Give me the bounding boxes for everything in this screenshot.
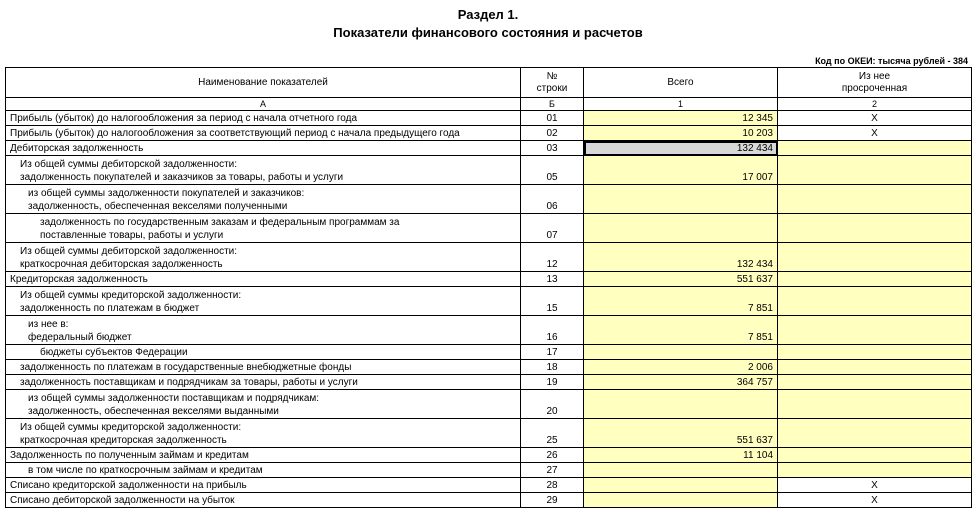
col-header-overdue: Из нее просроченная	[778, 68, 972, 98]
overdue-cell[interactable]	[778, 419, 972, 448]
indicator-name: Прибыль (убыток) до налогообложения за период с начала отчетного года	[6, 111, 521, 126]
indicator-name: в том числе по краткосрочным займам и кредитам	[6, 463, 521, 478]
table-row	[6, 156, 972, 185]
row-code: 05	[521, 156, 584, 185]
overdue-cell[interactable]	[778, 156, 972, 185]
indicator-name: Из общей суммы дебиторской задолженности: задолженность покупателей и заказчиков за товары, работы и услуги	[6, 156, 521, 185]
col-header-row-no: № строки	[521, 68, 584, 98]
table-row	[6, 185, 972, 214]
indicator-name: Задолженность по полученным займам и кредитам	[6, 448, 521, 463]
overdue-cell[interactable]	[778, 360, 972, 375]
indicator-name: Прибыль (убыток) до налогообложения за соответствующий период с начала предыдущего года	[6, 126, 521, 141]
overdue-cell[interactable]	[778, 214, 972, 243]
table-row	[6, 345, 972, 360]
overdue-cell[interactable]	[778, 463, 972, 478]
row-code: 16	[521, 316, 584, 345]
row-code: 17	[521, 345, 584, 360]
overdue-cell: Х	[778, 111, 972, 126]
total-cell[interactable]: 551 637	[584, 272, 778, 287]
indicator-name: Списано кредиторской задолженности на прибыль	[6, 478, 521, 493]
indicator-name: из общей суммы задолженности покупателей и заказчиков: задолженность, обеспеченная векселями полученными	[6, 185, 521, 214]
table-row	[6, 463, 972, 478]
row-code: 01	[521, 111, 584, 126]
total-cell[interactable]	[584, 390, 778, 419]
table-row	[6, 478, 972, 493]
col-letter-a: А	[6, 98, 521, 111]
row-code: 29	[521, 493, 584, 508]
indicator-name: Из общей суммы кредиторской задолженности: краткосрочная кредиторская задолженность	[6, 419, 521, 448]
row-code: 28	[521, 478, 584, 493]
row-code: 03	[521, 141, 584, 156]
table-row	[6, 243, 972, 272]
overdue-cell[interactable]	[778, 448, 972, 463]
indicator-name: Дебиторская задолженность	[6, 141, 521, 156]
col-number-1: 1	[584, 98, 778, 111]
overdue-cell: Х	[778, 126, 972, 141]
total-cell[interactable]: 7 851	[584, 316, 778, 345]
row-code: 12	[521, 243, 584, 272]
total-cell[interactable]: 2 006	[584, 360, 778, 375]
overdue-cell[interactable]	[778, 185, 972, 214]
overdue-cell[interactable]	[778, 141, 972, 156]
total-cell[interactable]	[584, 463, 778, 478]
overdue-cell[interactable]	[778, 243, 972, 272]
indicator-name: Кредиторская задолженность	[6, 272, 521, 287]
total-cell[interactable]: 551 637	[584, 419, 778, 448]
table-row	[6, 272, 972, 287]
total-cell[interactable]: 132 434	[584, 243, 778, 272]
total-cell[interactable]: 364 757	[584, 375, 778, 390]
table-row	[6, 390, 972, 419]
overdue-cell[interactable]	[778, 390, 972, 419]
indicator-name: из нее в: федеральный бюджет	[6, 316, 521, 345]
row-code: 27	[521, 463, 584, 478]
column-letters-row	[6, 98, 972, 111]
indicator-name: Списано дебиторской задолженности на убыток	[6, 493, 521, 508]
overdue-cell[interactable]	[778, 316, 972, 345]
overdue-cell: Х	[778, 478, 972, 493]
total-cell[interactable]	[584, 214, 778, 243]
col-number-2: 2	[778, 98, 972, 111]
table-row	[6, 316, 972, 345]
col-letter-b: Б	[521, 98, 584, 111]
row-code: 13	[521, 272, 584, 287]
indicator-name: Из общей суммы кредиторской задолженности: задолженность по платежам в бюджет	[6, 287, 521, 316]
page-title: Показатели финансового состояния и расчетов	[333, 25, 643, 40]
indicator-name: из общей суммы задолженности поставщикам и подрядчикам: задолженность, обеспеченная векселями выданными	[6, 390, 521, 419]
indicator-name: Из общей суммы дебиторской задолженности: краткосрочная дебиторская задолженность	[6, 243, 521, 272]
overdue-cell[interactable]	[778, 345, 972, 360]
total-cell[interactable]	[584, 185, 778, 214]
table-header-row	[6, 68, 972, 98]
table-row	[6, 287, 972, 316]
table-row	[6, 448, 972, 463]
total-cell[interactable]	[584, 493, 778, 508]
indicator-name: задолженность по платежам в государственные внебюджетные фонды	[6, 360, 521, 375]
total-cell[interactable]: 12 345	[584, 111, 778, 126]
okei-code: Код по ОКЕИ: тысяча рублей - 384	[815, 56, 968, 66]
total-cell[interactable]	[584, 345, 778, 360]
overdue-cell: Х	[778, 493, 972, 508]
table-row	[6, 141, 972, 156]
overdue-cell[interactable]	[778, 287, 972, 316]
table-row	[6, 493, 972, 508]
row-code: 18	[521, 360, 584, 375]
table-row	[6, 214, 972, 243]
col-header-name: Наименование показателей	[6, 68, 521, 98]
row-code: 20	[521, 390, 584, 419]
overdue-cell[interactable]	[778, 272, 972, 287]
section-title: Раздел 1.	[457, 7, 519, 22]
col-header-total: Всего	[584, 68, 778, 98]
indicator-name: бюджеты субъектов Федерации	[6, 345, 521, 360]
row-code: 06	[521, 185, 584, 214]
row-code: 02	[521, 126, 584, 141]
row-code: 19	[521, 375, 584, 390]
row-code: 25	[521, 419, 584, 448]
total-cell[interactable]: 11 104	[584, 448, 778, 463]
row-code: 07	[521, 214, 584, 243]
overdue-cell[interactable]	[778, 375, 972, 390]
indicator-name: задолженность поставщикам и подрядчикам за товары, работы и услуги	[6, 375, 521, 390]
total-cell[interactable]: 10 203	[584, 126, 778, 141]
report-table	[5, 67, 972, 508]
total-cell[interactable]: 132 434	[584, 141, 778, 156]
table-row	[6, 375, 972, 390]
total-cell[interactable]: 17 007	[584, 156, 778, 185]
table-row	[6, 126, 972, 141]
table-row	[6, 419, 972, 448]
row-code: 26	[521, 448, 584, 463]
indicator-name: задолженность по государственным заказам и федеральным программам за поставленные товары, работы и услуги	[6, 214, 521, 243]
total-cell[interactable]	[584, 478, 778, 493]
table-row	[6, 111, 972, 126]
row-code: 15	[521, 287, 584, 316]
total-cell[interactable]: 7 851	[584, 287, 778, 316]
table-row	[6, 360, 972, 375]
